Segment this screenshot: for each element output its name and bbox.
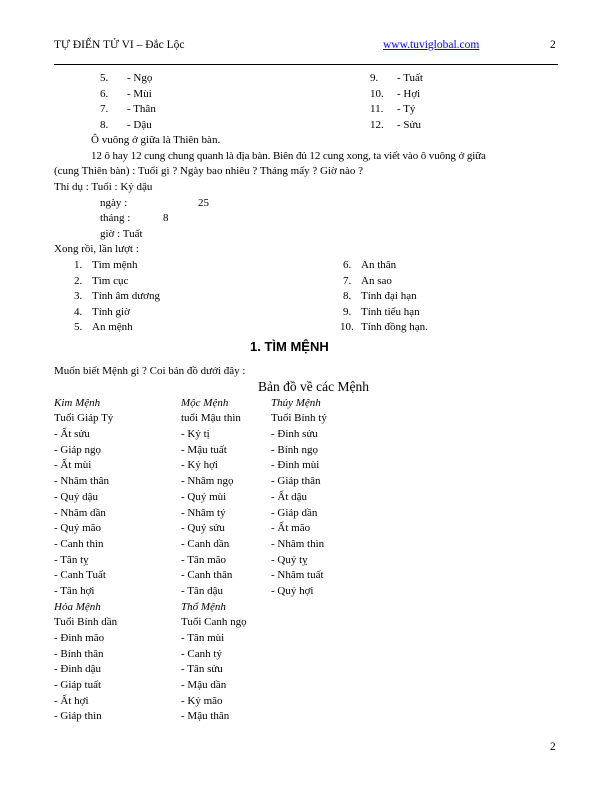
list-item: - Tân tỵ	[54, 554, 89, 566]
list-item: - Quý sửu	[181, 522, 225, 534]
footer-page-number: 2	[550, 741, 556, 753]
list-item: - Giáp dần	[271, 507, 318, 519]
list-item: - Tuất	[397, 72, 423, 84]
list-item: - Đinh sửu	[271, 428, 318, 440]
list-item: Tuổi Giáp Tý	[54, 412, 114, 424]
list-item: - Giáp thân	[271, 475, 321, 487]
list-item: An thân	[361, 259, 397, 271]
list-item: Tính giờ	[92, 306, 130, 318]
list-item: - Nhâm thân	[54, 475, 109, 487]
list-item: - Kỷ mão	[181, 695, 223, 707]
list-item: - Nhâm thìn	[271, 538, 325, 550]
list-item: - Ất sửu	[54, 428, 90, 440]
example-month-value: 8	[163, 212, 169, 224]
list-item: - Quý mão	[54, 522, 102, 534]
list-item: Tính đại hạn	[361, 290, 417, 302]
list-item: Tuổi Canh ngọ	[181, 616, 247, 628]
column-heading-tho: Thổ Mệnh	[181, 601, 226, 613]
list-item: 8.	[343, 290, 352, 302]
list-item: - Canh thìn	[54, 538, 104, 550]
list-item: 9.	[343, 306, 352, 318]
list-item: - Mậu dần	[181, 679, 227, 691]
list-item: - Ất dậu	[271, 491, 308, 503]
list-item: An mệnh	[92, 321, 133, 333]
list-item: 7.	[343, 275, 352, 287]
example-hour: giờ : Tuất	[100, 228, 143, 240]
list-item: Tìm mệnh	[92, 259, 138, 271]
list-item: - Tân mão	[181, 554, 227, 566]
list-item: - Nhâm tuất	[271, 569, 324, 581]
steps-intro: Xong rồi, lần lượt :	[54, 243, 139, 255]
column-heading-moc: Mộc Mệnh	[181, 397, 229, 409]
list-item: - Dậu	[127, 119, 152, 131]
example-day-value: 25	[198, 197, 209, 209]
list-item: Tuổi Bính tý	[271, 412, 327, 424]
list-item: Tính tiểu hạn	[361, 306, 420, 318]
list-item: 9.	[370, 72, 379, 84]
list-item: - Tân mùi	[181, 632, 225, 644]
list-item: - Đinh mão	[54, 632, 105, 644]
list-item: - Canh Tuất	[54, 569, 106, 581]
list-item: - Canh tý	[181, 648, 222, 660]
list-item: 5.	[100, 72, 109, 84]
list-item: - Mậu tuất	[181, 444, 227, 456]
list-item: - Đinh mùi	[271, 459, 320, 471]
list-item: - Ất hợi	[54, 695, 89, 707]
list-item: 12.	[370, 119, 384, 131]
example-month-label: tháng :	[100, 212, 131, 224]
list-item: - Thân	[127, 103, 156, 115]
list-item: Tính đồng hạn.	[361, 321, 428, 333]
column-heading-hoa: Hỏa Mệnh	[54, 601, 101, 613]
list-item: - Ất mùi	[54, 459, 92, 471]
header-url-link[interactable]: www.tuviglobal.com	[383, 39, 480, 51]
list-item: - Kỷ tị	[181, 428, 210, 440]
list-item: - Mậu thân	[181, 710, 230, 722]
list-item: 11.	[370, 103, 384, 115]
list-item: - Canh thân	[181, 569, 233, 581]
list-item: 10.	[370, 88, 384, 100]
list-item: - Tý	[397, 103, 416, 115]
column-heading-kim: Kim Mệnh	[54, 397, 101, 409]
paragraph: Ô vuông ở giữa là Thiên bàn.	[91, 134, 221, 146]
list-item: - Kỷ hợi	[181, 459, 218, 471]
list-item: - Giáp thìn	[54, 710, 102, 722]
list-item: - Quý dậu	[54, 491, 98, 503]
paragraph: (cung Thiên bàn) : Tuổi gì ? Ngày bao nhiêu ? Tháng mấy ? Giờ nào ?	[54, 165, 364, 177]
list-item: - Canh dần	[181, 538, 230, 550]
list-item: - Ất mão	[271, 522, 311, 534]
section-heading: 1. TÌM MỆNH	[250, 339, 329, 354]
header-page-number: 2	[550, 39, 556, 51]
list-item: 4.	[74, 306, 83, 318]
example-day-label: ngày :	[100, 197, 128, 209]
section-intro: Muốn biết Mệnh gì ? Coi bản đồ dưới đây :	[54, 365, 246, 377]
list-item: - Nhâm ngọ	[181, 475, 234, 487]
list-item: - Nhâm dần	[54, 507, 106, 519]
list-item: - Ngọ	[127, 72, 153, 84]
column-heading-thuy: Thủy Mệnh	[271, 397, 321, 409]
list-item: tuổi Mậu thìn	[181, 412, 241, 424]
list-item: 7.	[100, 103, 109, 115]
list-item: An sao	[361, 275, 392, 287]
list-item: - Mùi	[127, 88, 152, 100]
list-item: - Bính ngọ	[271, 444, 319, 456]
list-item: - Sửu	[397, 119, 421, 131]
header-title: TỰ ĐIỂN TỬ VI – Đắc Lộc	[54, 39, 185, 51]
list-item: Tuổi Bính dần	[54, 616, 118, 628]
paragraph: 12 ô hay 12 cung chung quanh là địa bàn. Biên đủ 12 cung xong, ta viết vào ô vuông ở giữa	[91, 150, 486, 162]
list-item: - Nhâm tý	[181, 507, 226, 519]
list-item: - Tân hợi	[54, 585, 95, 597]
list-item: - Hợi	[397, 88, 421, 100]
list-item: 1.	[74, 259, 83, 271]
list-item: 3.	[74, 290, 83, 302]
list-item: - Quý hợi	[271, 585, 314, 597]
list-item: 6.	[100, 88, 109, 100]
list-item: - Bính thân	[54, 648, 104, 660]
map-title: Bản đồ về các Mệnh	[258, 379, 369, 394]
list-item: - Quý mùi	[181, 491, 227, 503]
header-divider	[54, 64, 558, 65]
list-item: - Đinh dậu	[54, 663, 102, 675]
list-item: 2.	[74, 275, 83, 287]
list-item: 10.	[340, 321, 354, 333]
example-intro: Thí dụ : Tuổi : Kỷ dậu	[54, 181, 153, 193]
list-item: 6.	[343, 259, 352, 271]
list-item: - Giáp tuất	[54, 679, 102, 691]
list-item: - Tân sửu	[181, 663, 223, 675]
list-item: 5.	[74, 321, 83, 333]
list-item: Tìm cục	[92, 275, 129, 287]
list-item: 8.	[100, 119, 109, 131]
list-item: Tính âm dương	[92, 290, 160, 302]
list-item: - Quý tỵ	[271, 554, 308, 566]
list-item: - Giáp ngọ	[54, 444, 102, 456]
list-item: - Tân dậu	[181, 585, 223, 597]
